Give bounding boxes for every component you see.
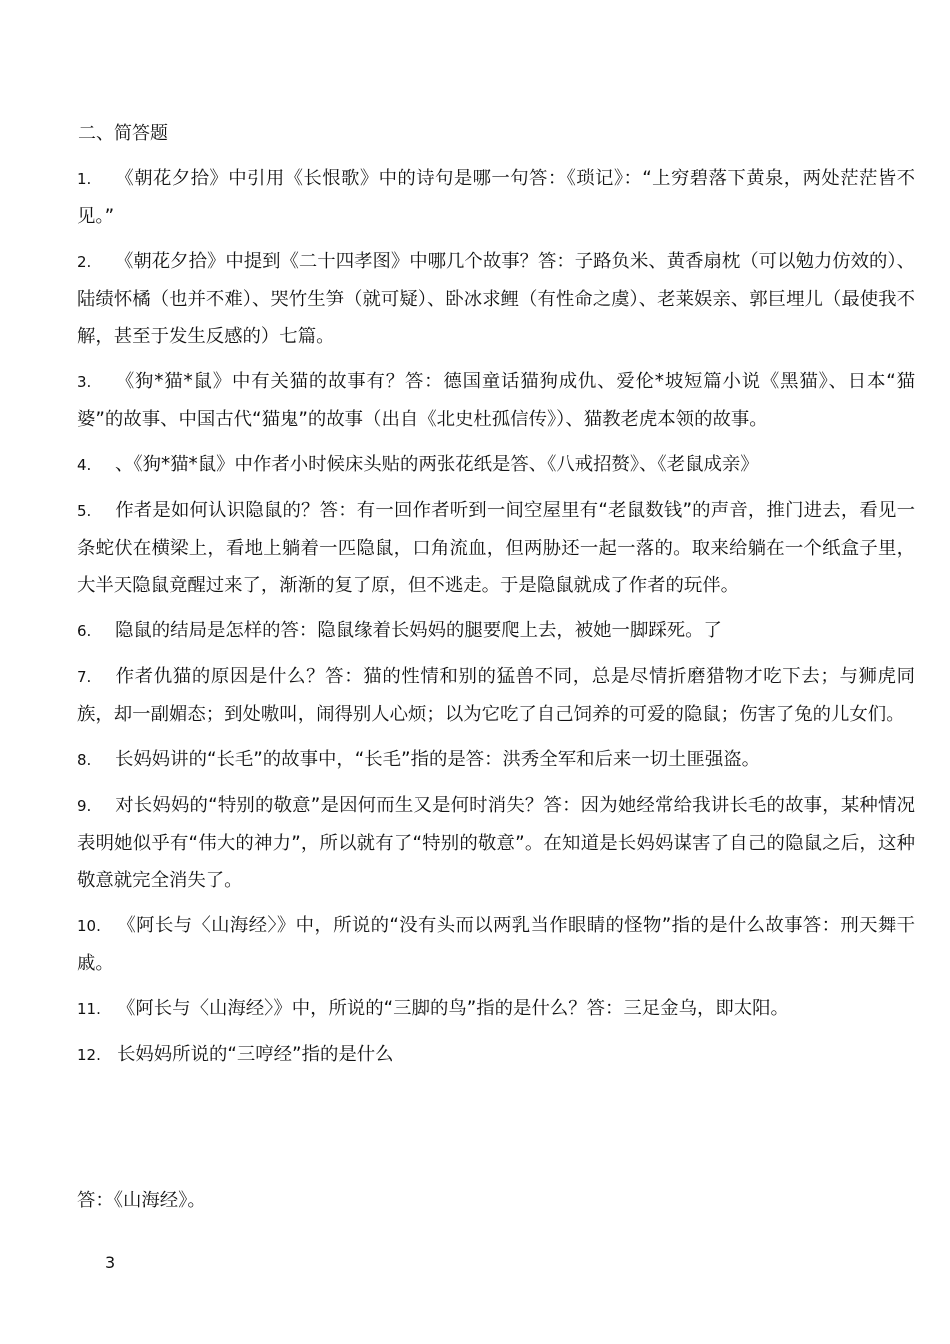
question-text: 对长妈妈的“特别的敬意”是因何而生又是何时消失？答：因为她经常给我讲长毛的故事，某种情况表明她似乎有“伟大的神力”，所以就有了“特别的敬意”。在知道是长妈妈谋害了自己的隐鼠之后，这种敬意就完全消失了。 [77, 795, 915, 891]
question-number: 7. [77, 668, 92, 686]
question-number: 2. [77, 253, 92, 271]
question-number: 5. [77, 502, 92, 520]
question-item-6 [77, 612, 915, 650]
question-item-9 [77, 787, 915, 899]
question-number: 1. [77, 170, 92, 188]
question-number: 9. [77, 797, 92, 815]
question-item-1 [77, 160, 915, 235]
question-item-3 [77, 363, 915, 438]
question-list [77, 160, 915, 1074]
question-item-4 [77, 446, 915, 484]
question-text: 《朝花夕拾》中提到《二十四孝图》中哪几个故事？答：子路负米、黄香扇枕（可以勉力仿效的）、陆绩怀橘（也并不难）、哭竹生笋（就可疑）、卧冰求鲤（有性命之虞）、老莱娱亲、郭巨埋儿（最使我不解，甚至于发生反感的）七篇。 [77, 251, 915, 347]
question-text: 《狗*猫*鼠》中有关猫的故事有？答：德国童话猫狗成仇、爱伦*坡短篇小说《黑猫》、日本“猫婆”的故事、中国古代“猫鬼”的故事（出自《北史杜孤信传》）、猫教老虎本领的故事。 [77, 371, 915, 430]
question-item-8 [77, 741, 915, 779]
question-item-11 [77, 990, 915, 1028]
question-number: 3. [77, 373, 92, 391]
question-number: 11. [77, 1000, 101, 1018]
page-number: 3 [105, 1253, 116, 1272]
question-item-5 [77, 492, 915, 604]
question-number: 10. [77, 917, 101, 935]
question-item-7 [77, 658, 915, 733]
question-number: 6. [77, 622, 92, 640]
question-text: 作者仇猫的原因是什么？答：猫的性情和别的猛兽不同，总是尽情折磨猎物才吃下去；与狮虎同族，却一副媚态；到处嗷叫，闹得别人心烦；以为它吃了自己饲养的可爱的隐鼠；伤害了兔的儿女们。 [77, 666, 915, 725]
question-number: 12. [77, 1046, 101, 1064]
question-item-2 [77, 243, 915, 355]
section-title: 二、简答题 [78, 123, 168, 144]
question-item-12 [77, 1036, 915, 1074]
question-number: 4. [77, 456, 92, 474]
question-text: 《朝花夕拾》中引用《长恨歌》中的诗句是哪一句答：《琐记》：“上穷碧落下黄泉，两处茫茫皆不见。” [77, 168, 915, 227]
question-text: 《阿长与〈山海经〉》中，所说的“没有头而以两乳当作眼睛的怪物”指的是什么故事答：刑天舞干戚。 [77, 915, 915, 974]
question-text: 长妈妈所说的“三哼经”指的是什么 [117, 1044, 394, 1065]
question-text: 《阿长与〈山海经〉》中，所说的“三脚的鸟”指的是什么？答：三足金乌，即太阳。 [117, 998, 789, 1019]
question-item-10 [77, 907, 915, 982]
question-text: 隐鼠的结局是怎样的答：隐鼠缘着长妈妈的腿要爬上去，被她一脚踩死。了 [115, 620, 722, 641]
question-text: 长妈妈讲的“长毛”的故事中，“长毛”指的是答：洪秀全军和后来一切土匪强盗。 [115, 749, 761, 770]
final-answer: 答：《山海经》。 [77, 1190, 206, 1211]
question-text: 、《狗*猫*鼠》中作者小时候床头贴的两张花纸是答、《八戒招赘》、《老鼠成亲》 [115, 454, 759, 475]
question-number: 8. [77, 751, 92, 769]
question-text: 作者是如何认识隐鼠的？答：有一回作者听到一间空屋里有“老鼠数钱”的声音，推门进去，看见一条蛇伏在横梁上，看地上躺着一匹隐鼠，口角流血，但两胁还一起一落的。取来给躺在一个纸盒子里，大半天隐鼠竟醒过来了，渐渐的复了原，但不逃走。于是隐鼠就成了作者的玩伴。 [77, 500, 915, 596]
